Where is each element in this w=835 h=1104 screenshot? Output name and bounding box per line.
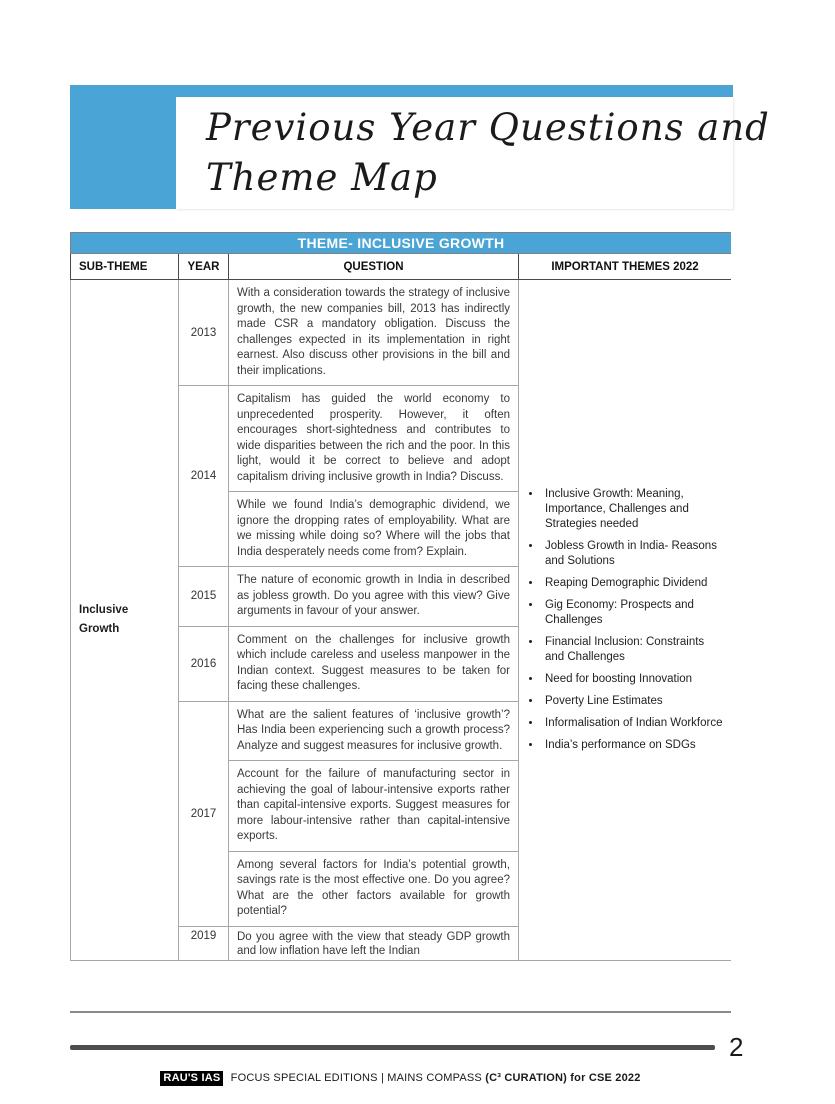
column-header-sub-theme: SUB-THEME — [71, 254, 179, 280]
year-cell-2015: 2015 — [179, 567, 229, 627]
previous-year-questions-table — [70, 232, 731, 961]
theme-item: • Need for boosting Innovation — [542, 672, 725, 687]
theme-item: • Gig Economy: Prospects and Challenges — [542, 598, 725, 628]
brand-badge: RAU'S IAS — [160, 1071, 223, 1086]
theme-item: • Poverty Line Estimates — [542, 694, 725, 709]
year-cell-2013: 2013 — [179, 280, 229, 386]
page-title-line2: Theme Map — [206, 156, 438, 199]
important-themes-list — [542, 487, 725, 753]
year-cell-2016: 2016 — [179, 626, 229, 701]
questions-table-region — [70, 232, 731, 1013]
theme-item: • Reaping Demographic Dividend — [542, 576, 725, 591]
column-header-year: YEAR — [179, 254, 229, 280]
footer-edition: (C³ CURATION) for CSE 2022 — [485, 1072, 641, 1084]
footer-series: FOCUS SPECIAL EDITIONS | MAINS COMPASS — [230, 1072, 482, 1084]
year-cell-2017: 2017 — [179, 701, 229, 926]
footer-rule-row — [70, 1032, 765, 1062]
theme-banner-row — [71, 233, 732, 254]
column-header-themes: IMPORTANT THEMES 2022 — [519, 254, 732, 280]
column-header-row — [71, 254, 732, 280]
question-cell: The nature of economic growth in India in described as jobless growth. Do you agree with this view? Give arguments in favour of your answer. — [229, 567, 519, 627]
footer-rule — [70, 1045, 715, 1050]
theme-item: • Financial Inclusion: Constraints and Challenges — [542, 635, 725, 665]
question-cell: Among several factors for India’s potential growth, savings rate is the most effective one. Do you agree? What are the other factors available for growth potential? — [229, 851, 519, 926]
theme-item: • India’s performance on SDGs — [542, 738, 725, 753]
question-cell: Account for the failure of manufacturing sector in achieving the goal of labour-intensive exports rather than capital-intensive exports. Suggest measures for more labour-intensive rather than capital-intensive exports. — [229, 761, 519, 852]
question-cell: Comment on the challenges for inclusive growth which include careless and useless manpower in the Indian context. Suggest measures to be taken for facing these challenges. — [229, 626, 519, 701]
header-banner — [70, 85, 770, 209]
year-cell-2014: 2014 — [179, 386, 229, 567]
page-title-line1: Previous Year Questions and — [206, 106, 770, 149]
page-number: 2 — [729, 1031, 744, 1062]
column-header-question: QUESTION — [229, 254, 519, 280]
theme-item: • Jobless Growth in India- Reasons and Solutions — [542, 539, 725, 569]
sub-theme-cell: Inclusive Growth — [71, 280, 179, 961]
theme-title: THEME- INCLUSIVE GROWTH — [71, 233, 732, 254]
question-cell: What are the salient features of ‘inclusive growth’? Has India been experiencing such a growth process? Analyze and suggest measures for inclusive growth. — [229, 701, 519, 761]
question-cell: With a consideration towards the strategy of inclusive growth, the new companies bill, 2013 has indirectly made CSR a mandatory obligation. Discuss the challenges expected in its implementation in right earnest. Also discuss other provisions in the bill and their implications. — [229, 280, 519, 386]
table-row — [71, 280, 732, 386]
question-cell: Do you agree with the view that steady GDP growth and low inflation have left the Indian — [229, 926, 519, 960]
theme-item: • Inclusive Growth: Meaning, Importance, Challenges and Strategies needed — [542, 487, 725, 532]
question-cell: Capitalism has guided the world economy to unprecedented prosperity. However, it often encourages short-sightedness and contributes to wide disparities between the rich and the poor. In this light, would it be correct to believe and adopt capitalism driving inclusive growth in India? Discuss. — [229, 386, 519, 492]
year-cell-2019: 2019 — [179, 926, 229, 960]
question-cell: While we found India’s demographic dividend, we ignore the dropping rates of employability. What are we missing while doing so? Where will the jobs that India desperately needs come from? Explain. — [229, 492, 519, 567]
theme-item: • Informalisation of Indian Workforce — [542, 716, 725, 731]
footer-text — [70, 1072, 731, 1084]
important-themes-cell — [519, 280, 732, 961]
title-box — [176, 97, 770, 209]
